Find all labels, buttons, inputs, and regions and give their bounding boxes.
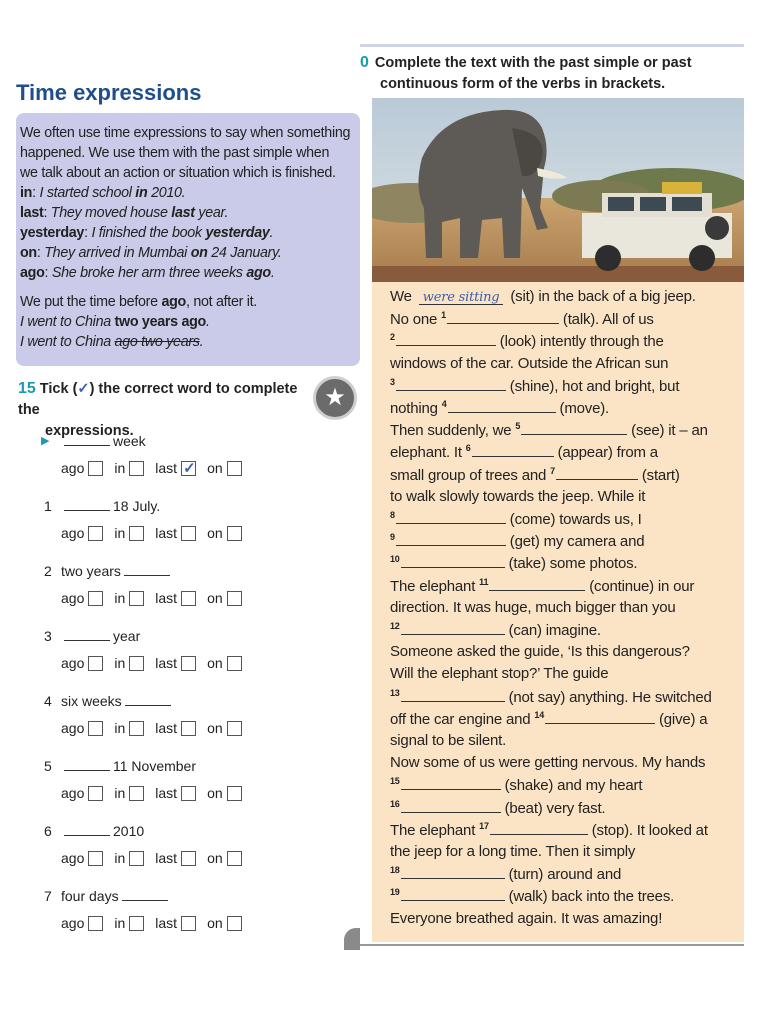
option-label: last: [155, 785, 178, 801]
tick-box-last[interactable]: [181, 721, 196, 736]
tick-box-last[interactable]: [181, 591, 196, 606]
answer-gap[interactable]: [396, 533, 506, 546]
option-label: on: [207, 590, 223, 606]
option-label: in: [114, 720, 126, 736]
exercise-number: 0: [360, 54, 369, 71]
example-arrow-icon: ▶: [41, 435, 50, 447]
answer-gap[interactable]: [489, 578, 585, 591]
story-line: We were sitting (sit) in the back of a big jeep.: [390, 288, 696, 305]
option-label: on: [207, 785, 223, 801]
tick-box-last[interactable]: [181, 851, 196, 866]
option-last: [155, 460, 196, 476]
option-label: on: [207, 655, 223, 671]
tick-box-on[interactable]: [227, 916, 242, 931]
option-in: [114, 460, 144, 476]
tick-box-on[interactable]: [227, 786, 242, 801]
gap-number: 8: [390, 510, 395, 520]
answer-blank[interactable]: [64, 758, 110, 771]
gap-number: 14: [534, 709, 545, 720]
answer-gap[interactable]: [401, 777, 501, 790]
option-on: [207, 850, 242, 866]
correct-example: I went to China two years ago.: [20, 314, 210, 330]
tick-box-on[interactable]: [227, 656, 242, 671]
example-last: last: They moved house last year.: [20, 205, 229, 221]
answer-blank[interactable]: [124, 563, 170, 576]
tick-box-last[interactable]: [181, 916, 196, 931]
answer-blank[interactable]: [64, 433, 110, 446]
intro-line: We often use time expressions to say when something: [20, 125, 351, 141]
gap-number: 7: [550, 465, 555, 476]
story-line: $^{16}$ (beat) very fast.: [390, 798, 606, 817]
answer-gap[interactable]: [396, 511, 506, 524]
option-label: on: [207, 850, 223, 866]
option-label: ago: [61, 785, 85, 801]
answer-blank[interactable]: [125, 693, 171, 706]
option-label: in: [114, 525, 126, 541]
intro-line: we talk about an action or situation which is finished.: [20, 165, 336, 181]
answer-gap[interactable]: [401, 555, 505, 568]
answer-gap[interactable]: [401, 888, 505, 901]
story-line: nothing $^4$ (move).: [390, 399, 609, 417]
story-line: Will the elephant stop?’ The guide: [390, 665, 609, 683]
answer-gap[interactable]: [545, 711, 655, 724]
gap-number: 16: [390, 798, 400, 809]
option-in: [114, 915, 144, 931]
story-line: Now some of us were getting nervous. My hands: [390, 754, 706, 772]
wrong-example: I went to China ago two years.: [20, 334, 204, 350]
option-on: [207, 785, 242, 801]
option-label: last: [155, 915, 178, 931]
option-ago: [61, 915, 103, 931]
tick-box-last[interactable]: [181, 786, 196, 801]
example-ago: ago: She broke her arm three weeks ago.: [20, 265, 275, 281]
story-line: the jeep for a long time. Then it simply: [390, 843, 636, 860]
item-number: 1: [44, 498, 52, 514]
gap-number: 4: [441, 399, 447, 409]
option-ago: [61, 720, 103, 736]
option-in: [114, 655, 144, 671]
answer-gap[interactable]: [401, 689, 505, 702]
gap-number: 15: [390, 776, 400, 787]
story-line: $^9$ (get) my camera and: [390, 532, 645, 551]
option-ago: [61, 590, 103, 606]
tick-box-last[interactable]: [181, 461, 196, 476]
rule-line: We put the time before ago, not after it.: [20, 294, 257, 310]
intro-line: happened. We use them with the past simple when: [20, 145, 330, 161]
answer-gap[interactable]: [396, 333, 496, 346]
gap-number: 17: [479, 820, 489, 831]
story-line: Then suddenly, we $^5$ (see) it – an: [390, 421, 708, 440]
option-on: [207, 915, 242, 931]
option-label: ago: [61, 915, 85, 931]
exercise-15-instruction: 15 Tick (✓) the correct word to complete the expressions.: [18, 380, 298, 439]
item-number: 7: [44, 888, 52, 904]
tick-box-on[interactable]: [227, 851, 242, 866]
tick-box-last[interactable]: [181, 526, 196, 541]
story-line: elephant. It $^6$ (appear) from a: [390, 443, 658, 462]
story-line: $^3$ (shine), hot and bright, but: [390, 376, 680, 395]
item-options: [61, 460, 253, 476]
option-last: [155, 525, 196, 541]
option-on: [207, 525, 242, 541]
option-label: ago: [61, 720, 85, 736]
story-line: The elephant $^{11}$ (continue) in our: [390, 576, 695, 595]
option-label: in: [114, 915, 126, 931]
option-ago: [61, 655, 103, 671]
top-divider: [360, 44, 744, 47]
story-line: off the car engine and $^{14}$ (give) a: [390, 709, 708, 728]
story-line: direction. It was huge, much bigger than you: [390, 598, 676, 616]
story-line: $^{12}$ (can) imagine.: [390, 621, 601, 639]
tick-box-on[interactable]: [227, 591, 242, 606]
option-in: [114, 590, 144, 606]
story-line: Someone asked the guide, ‘Is this dangerous?: [390, 643, 690, 661]
answer-gap[interactable]: [521, 422, 627, 435]
example-answer: were sitting: [419, 291, 504, 305]
option-label: last: [155, 850, 178, 866]
bottom-divider: [360, 944, 744, 946]
option-in: [114, 850, 144, 866]
option-last: [155, 590, 196, 606]
item-options: [61, 850, 253, 866]
tick-box-ago[interactable]: [88, 786, 103, 801]
option-label: on: [207, 915, 223, 931]
item-number: 5: [44, 758, 52, 774]
example-on: on: They arrived in Mumbai on 24 January.: [20, 245, 282, 261]
option-label: in: [114, 785, 126, 801]
gap-number: 5: [515, 421, 521, 432]
answer-gap[interactable]: [401, 800, 501, 813]
tick-box-in[interactable]: [129, 656, 144, 671]
answer-blank[interactable]: [122, 888, 168, 901]
answer-blank[interactable]: [64, 498, 110, 511]
tick-box-in[interactable]: [129, 461, 144, 476]
option-on: [207, 720, 242, 736]
option-label: ago: [61, 850, 85, 866]
story-line: to walk slowly towards the jeep. While it: [390, 487, 646, 505]
option-label: in: [114, 590, 126, 606]
tick-box-in[interactable]: [129, 916, 144, 931]
option-label: last: [155, 720, 178, 736]
gap-number: 2: [390, 332, 395, 343]
option-ago: [61, 525, 103, 541]
example-list: [20, 183, 356, 283]
tick-box-in[interactable]: [129, 591, 144, 606]
item-number: 6: [44, 823, 52, 839]
gap-number: 1: [441, 310, 446, 321]
gap-number: 18: [390, 865, 400, 876]
item-options: [61, 785, 253, 801]
gap-number: 12: [390, 621, 400, 631]
story-line: The elephant $^{17}$ (stop). It looked at: [390, 820, 708, 839]
answer-gap[interactable]: [472, 444, 554, 457]
option-last: [155, 785, 196, 801]
page-title: Time expressions: [16, 80, 202, 105]
option-label: last: [155, 655, 178, 671]
tick-box-on[interactable]: [227, 721, 242, 736]
option-label: last: [155, 525, 178, 541]
tick-box-ago[interactable]: [88, 851, 103, 866]
gap-number: 10: [390, 554, 400, 565]
tick-box-in[interactable]: [129, 721, 144, 736]
star-icon: ★: [313, 376, 357, 420]
tick-box-on[interactable]: [227, 526, 242, 541]
answer-gap[interactable]: [448, 400, 556, 413]
option-last: [155, 915, 196, 931]
option-label: in: [114, 655, 126, 671]
option-label: last: [155, 460, 178, 476]
gap-number: 3: [390, 376, 395, 387]
answer-gap[interactable]: [556, 467, 638, 480]
story-line: $^{19}$ (walk) back into the trees.: [390, 887, 675, 906]
option-label: on: [207, 720, 223, 736]
item-options: [61, 720, 253, 736]
gap-number: 19: [390, 887, 400, 898]
option-in: [114, 720, 144, 736]
option-in: [114, 785, 144, 801]
story-line: $^2$ (look) intently through the: [390, 332, 664, 351]
gap-number: 11: [479, 576, 489, 587]
tick-box-in[interactable]: [129, 786, 144, 801]
tick-box-ago[interactable]: [88, 526, 103, 541]
answer-blank[interactable]: [64, 823, 110, 836]
item-options: [61, 655, 253, 671]
tick-icon: ✓: [77, 381, 90, 397]
option-label: in: [114, 850, 126, 866]
option-ago: [61, 460, 103, 476]
option-on: [207, 590, 242, 606]
option-last: [155, 720, 196, 736]
story-line: small group of trees and $^7$ (start): [390, 465, 680, 484]
option-label: ago: [61, 655, 85, 671]
option-label: ago: [61, 525, 85, 541]
answer-gap[interactable]: [490, 822, 588, 835]
answer-gap[interactable]: [401, 622, 505, 635]
story-line: signal to be silent.: [390, 732, 507, 749]
story-line: $^{10}$ (take) some photos.: [390, 554, 638, 573]
tick-box-ago[interactable]: [88, 461, 103, 476]
tick-box-ago[interactable]: [88, 721, 103, 736]
story-line: $^{15}$ (shake) and my heart: [390, 776, 643, 795]
example-in: in: I started school in 2010.: [20, 185, 186, 201]
answer-gap[interactable]: [401, 866, 505, 879]
option-on: [207, 655, 242, 671]
option-label: on: [207, 460, 223, 476]
answer-blank[interactable]: [64, 628, 110, 641]
tick-box-ago[interactable]: [88, 591, 103, 606]
item-number: 3: [44, 628, 52, 644]
option-label: in: [114, 460, 126, 476]
tick-box-on[interactable]: [227, 461, 242, 476]
item-number: 4: [44, 693, 52, 709]
story-line: $^{13}$ (not say) anything. He switched: [390, 687, 712, 706]
gap-number: 6: [465, 443, 471, 454]
tick-box-in[interactable]: [129, 526, 144, 541]
tick-box-ago[interactable]: [88, 916, 103, 931]
story-line: $^8$ (come) towards us, I: [390, 510, 642, 528]
story-line: $^{18}$ (turn) around and: [390, 865, 622, 884]
exercise-0-instruction: 0 Complete the text with the past simple or past continuous form of the verbs in brackets.: [360, 54, 692, 92]
option-last: [155, 850, 196, 866]
tick-box-in[interactable]: [129, 851, 144, 866]
option-on: [207, 460, 242, 476]
tick-box-ago[interactable]: [88, 656, 103, 671]
item-options: [61, 525, 253, 541]
item-options: [61, 590, 253, 606]
exercise-number: 15: [18, 380, 36, 397]
option-ago: [61, 850, 103, 866]
example-yesterday: yesterday: I finished the book yesterday.: [20, 225, 274, 241]
option-ago: [61, 785, 103, 801]
option-last: [155, 655, 196, 671]
story-line: windows of the car. Outside the African sun: [390, 354, 669, 372]
story-line: No one $^1$ (talk). All of us: [390, 310, 654, 329]
gap-number: 9: [390, 532, 395, 543]
option-label: ago: [61, 460, 85, 476]
elephant-jeep-photo: [372, 98, 744, 282]
item-options: [61, 915, 253, 931]
item-number: 2: [44, 563, 52, 579]
option-label: last: [155, 590, 178, 606]
story-line: Everyone breathed again. It was amazing!: [390, 909, 663, 927]
tick-box-last[interactable]: [181, 656, 196, 671]
option-in: [114, 525, 144, 541]
gap-number: 13: [390, 687, 400, 698]
answer-gap[interactable]: [396, 378, 506, 391]
option-label: ago: [61, 590, 85, 606]
option-label: on: [207, 525, 223, 541]
grammar-box: [16, 113, 360, 366]
page-corner-mark: [344, 928, 360, 950]
answer-gap[interactable]: [447, 311, 559, 324]
